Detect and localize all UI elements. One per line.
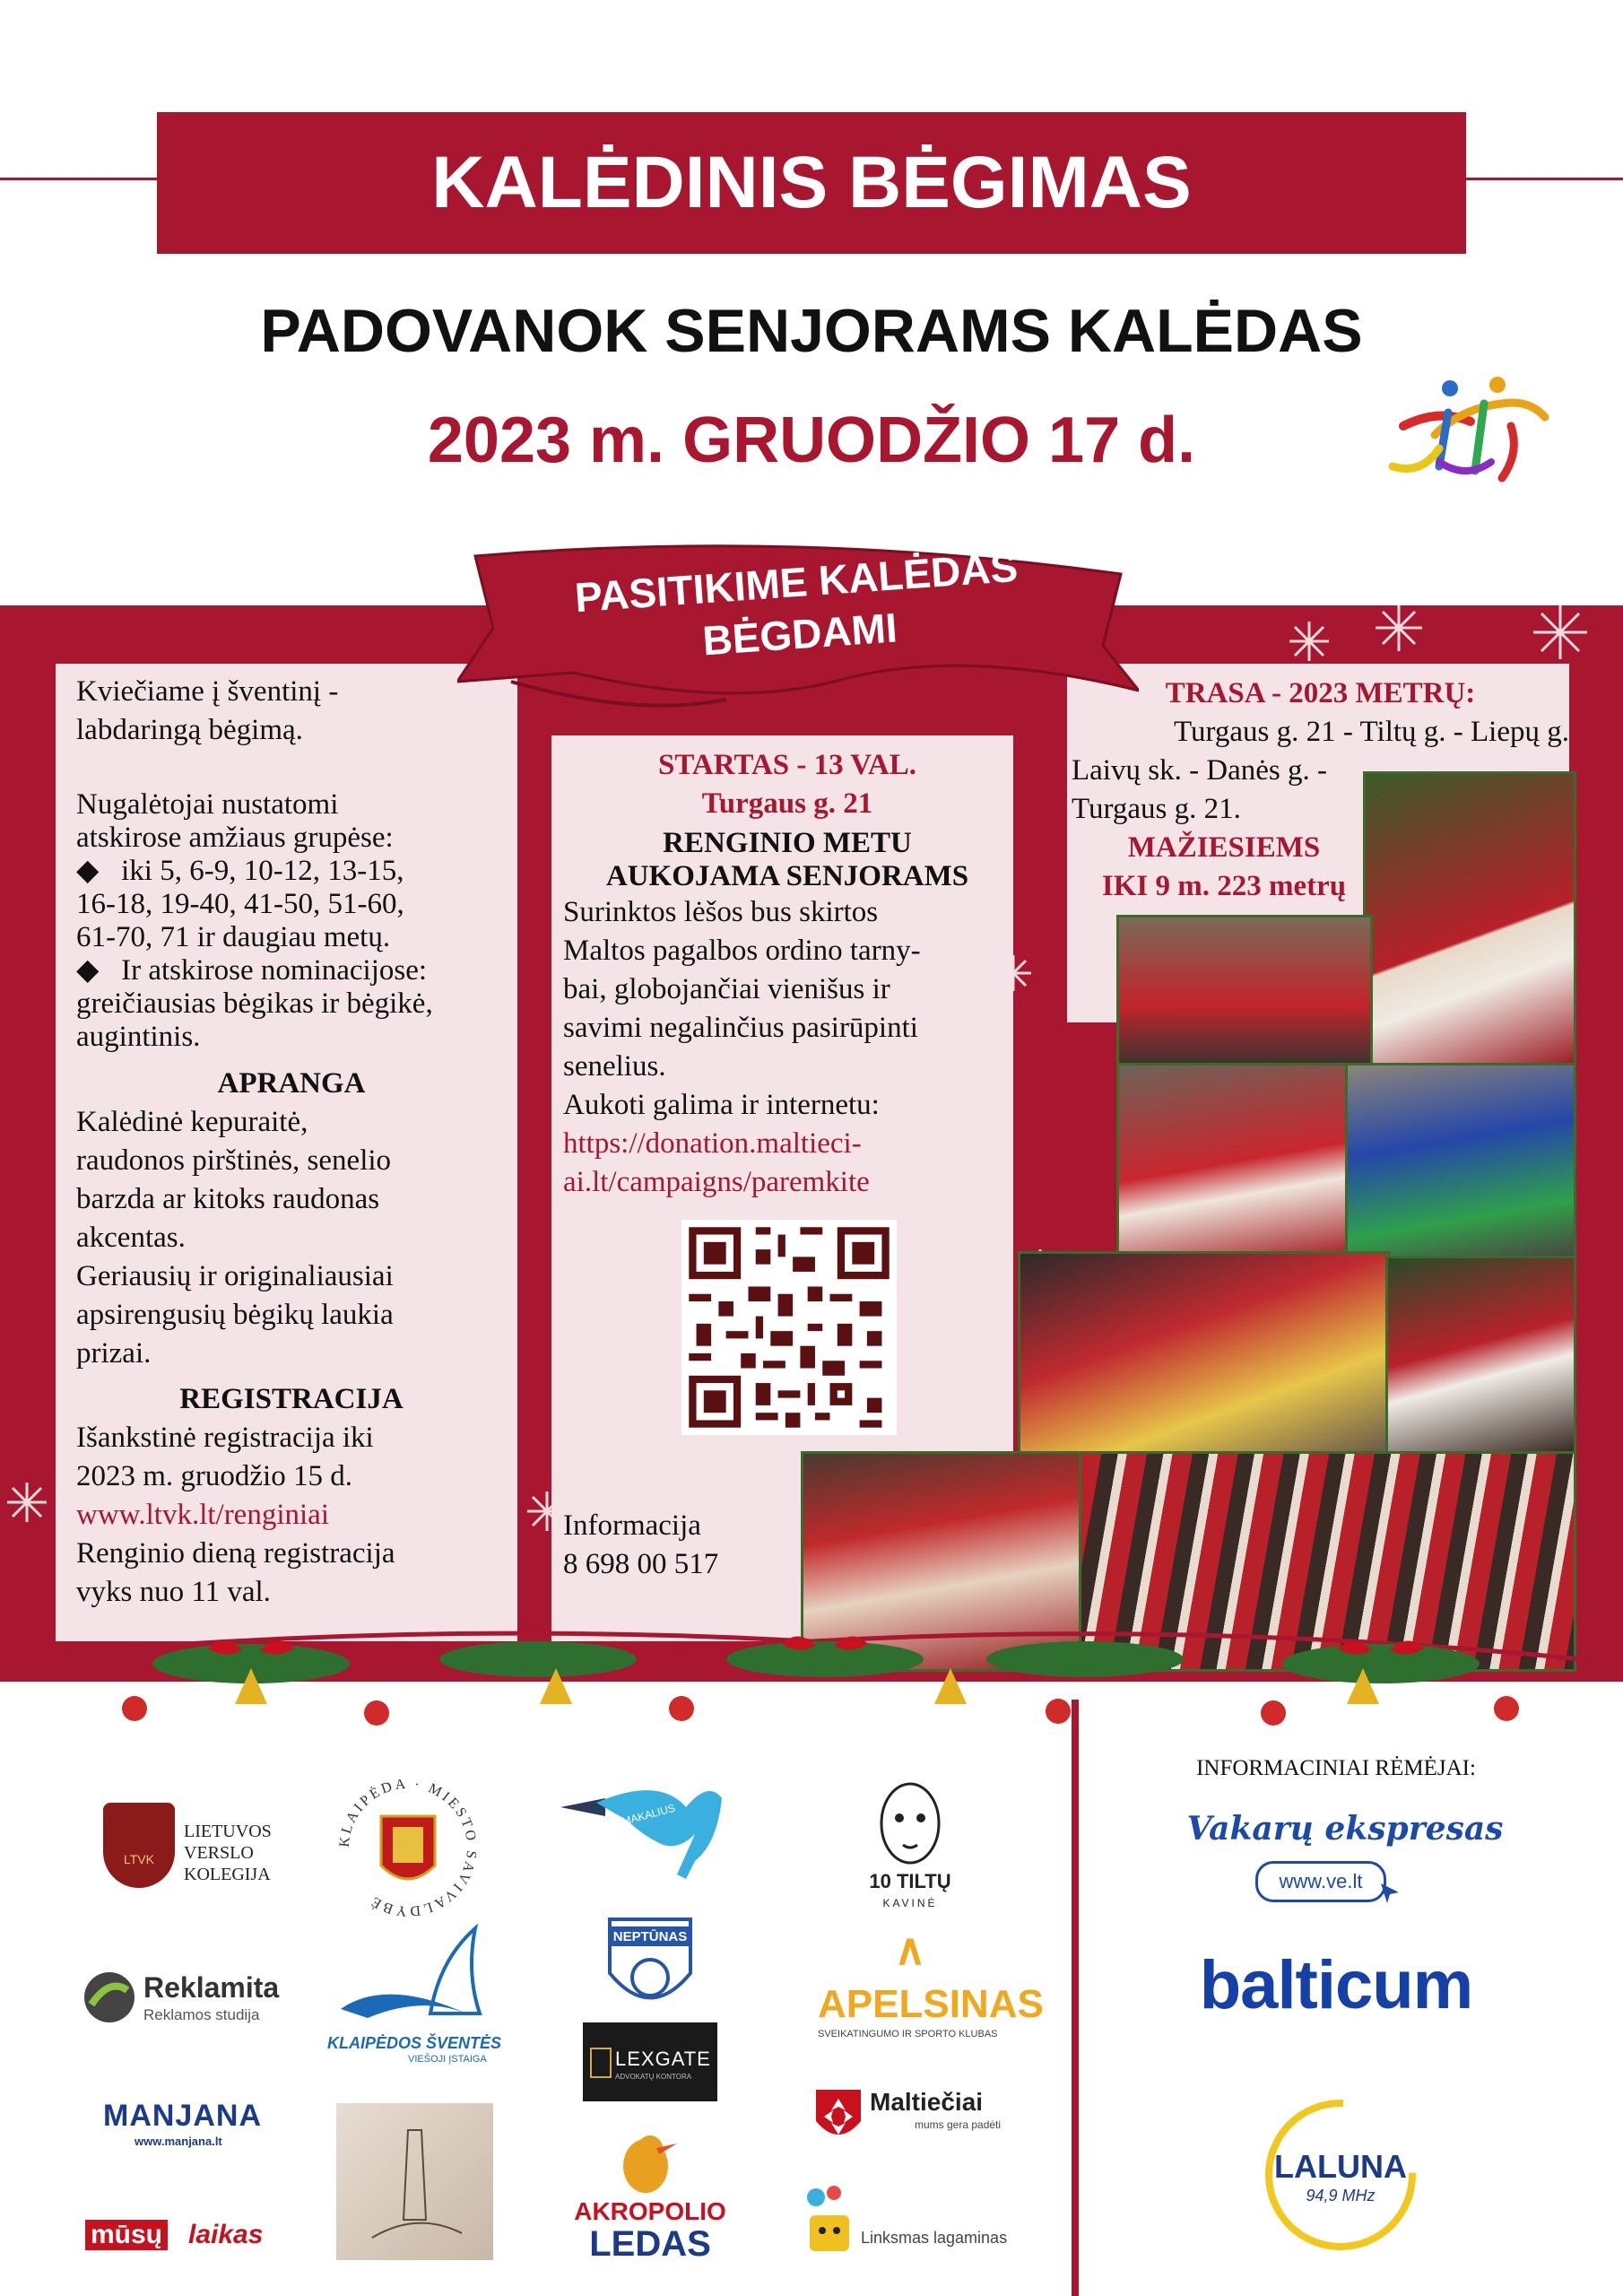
klaipedos-sventes-sail-icon bbox=[332, 1924, 493, 2036]
christmas-garland-icon bbox=[0, 1623, 1623, 1740]
linksmas-lagaminas-icon bbox=[803, 2184, 856, 2256]
laluna-frequency: 94,9 MHz bbox=[1306, 2187, 1376, 2205]
photo-costume-runners bbox=[1345, 1063, 1576, 1261]
lexgate-icon bbox=[590, 2048, 612, 2078]
donation-line-3: bai, globojančiai vienišus ir bbox=[563, 973, 890, 1005]
vakaru-ekspresas-name: Vakarų ekspresas bbox=[1186, 1810, 1504, 1848]
route-heading: TRASA - 2023 METRŲ: bbox=[1165, 677, 1476, 709]
registracija-line-2: 2023 m. gruodžio 15 d. bbox=[76, 1460, 352, 1492]
maltieciai-sub: mums gera padėti bbox=[915, 2118, 1002, 2131]
klaipeda-municipality-logo bbox=[332, 1771, 484, 1924]
manjana-url[interactable]: www.manjana.lt bbox=[135, 2135, 222, 2148]
ltvk-line-2: VERSLO bbox=[184, 1843, 254, 1863]
linksmas-name: Linksmas lagaminas bbox=[861, 2229, 1008, 2247]
ledas-name: LEDAS bbox=[589, 2224, 711, 2264]
phone-number[interactable]: 8 698 00 517 bbox=[563, 1548, 719, 1580]
donation-line-2: Maltos pagalbos ordino tarny- bbox=[563, 935, 921, 967]
reg-day-line-1: Renginio dieną registracija bbox=[76, 1537, 395, 1570]
ltvk-text bbox=[184, 1821, 272, 1885]
info-sponsors-heading: INFORMACINIAI RĖMĖJAI: bbox=[1196, 1756, 1476, 1780]
nominations-line-2: greičiausias bėgikas ir bėgikė, bbox=[76, 987, 433, 1020]
age-groups-line-2: 16-18, 19-40, 41-50, 51-60, bbox=[76, 888, 404, 920]
start-time: STARTAS - 13 VAL. bbox=[658, 749, 916, 781]
photo-donation bbox=[1018, 1251, 1391, 1454]
bullet-icon: ◆ bbox=[76, 954, 122, 987]
route-line-2: Laivų sk. - Danės g. - bbox=[1072, 754, 1328, 787]
prizes-line-3: prizai. bbox=[76, 1337, 152, 1370]
lexgate-name: LEXGATE bbox=[615, 2048, 711, 2070]
lexgate-logo bbox=[583, 2022, 717, 2101]
kids-heading-2: IKI 9 m. 223 metrų bbox=[1101, 870, 1347, 902]
donation-heading-1: RENGINIO METU bbox=[663, 827, 912, 859]
akropolio-name: AKROPOLIO bbox=[574, 2197, 726, 2225]
neptunas-text: NEPTŪNAS bbox=[612, 1929, 688, 1944]
registration-link[interactable]: www.ltvk.lt/renginiai bbox=[76, 1499, 329, 1531]
donation-heading-2: AUKOJAMA SENJORAMS bbox=[605, 860, 969, 892]
apelsinas-name: APELSINAS bbox=[818, 1982, 1044, 2026]
makalius-text: MAKALIUS bbox=[621, 1801, 677, 1828]
apranga-line-1: Kalėdinė kepuraitė, bbox=[76, 1106, 308, 1138]
tiltu-sub: KAVINĖ bbox=[882, 1897, 938, 1909]
donation-line-5: senelius. bbox=[563, 1050, 666, 1083]
reklamita-logo-icon bbox=[81, 1969, 139, 2027]
qr-code[interactable] bbox=[681, 1220, 897, 1435]
photo-santa-group bbox=[1116, 1063, 1350, 1261]
route-line-1: Turgaus g. 21 - Tiltų g. - Liepų g. bbox=[1174, 716, 1569, 748]
page-title: KALĖDINIS BĖGIMAS bbox=[431, 142, 1192, 223]
registracija-heading: REGISTRACIJA bbox=[179, 1383, 404, 1415]
ribbon-line-2: BĖGDAMI bbox=[700, 604, 899, 665]
bullet-icon: ◆ bbox=[76, 855, 122, 887]
klaipedos-sventes-sub: VIEŠOJI ĮSTAIGA bbox=[408, 2054, 487, 2065]
apranga-line-3: barzda ar kitoks raudonas bbox=[76, 1183, 380, 1215]
winners-line-2: atskirose amžiaus grupėse: bbox=[76, 822, 394, 854]
reklamita-sub: Reklamos studija bbox=[143, 2006, 260, 2023]
lighthouse-sketch-image bbox=[336, 2103, 493, 2260]
ribbon-line-1: PASITIKIME KALĖDAS bbox=[573, 543, 1020, 622]
tiltu-name: 10 TILTŲ bbox=[869, 1870, 951, 1892]
contact-block bbox=[563, 1507, 832, 1584]
donation-line-4: savimi negalinčius pasirūpinti bbox=[563, 1012, 918, 1044]
maltieciai-name: Maltiečiai bbox=[870, 2088, 984, 2116]
donation-link-1[interactable]: https://donation.maltieci- bbox=[563, 1127, 862, 1160]
reklamita-name: Reklamita bbox=[143, 1971, 280, 2004]
donation-link-2[interactable]: ai.lt/campaigns/paremkite bbox=[563, 1166, 870, 1198]
nominations-line-1: Ir atskirose nominacijose: bbox=[121, 954, 428, 987]
laluna-name: LALUNA bbox=[1274, 2148, 1407, 2185]
start-place: Turgaus g. 21 bbox=[701, 787, 873, 820]
apranga-line-4: akcentas. bbox=[76, 1222, 186, 1254]
maltieciai-cross-icon bbox=[812, 2085, 865, 2148]
klaipeda-ring-text: KLAIPĖDA · MIESTO SAVIVALDYBĖ bbox=[336, 1776, 480, 1919]
left-column bbox=[76, 673, 507, 1612]
middle-column bbox=[563, 746, 1011, 1202]
ltvk-line-1: LIETUVOS bbox=[184, 1822, 272, 1841]
laikas-text: laikas bbox=[188, 2220, 264, 2249]
neptunas-logo bbox=[601, 1910, 699, 2022]
apelsinas-sub: SVEIKATINGUMO IR SPORTO KLUBAS bbox=[818, 2029, 998, 2039]
lighthouse-icon bbox=[336, 2103, 493, 2260]
age-groups-line-3: 61-70, 71 ir daugiau metų. bbox=[76, 921, 391, 953]
apranga-heading: APRANGA bbox=[217, 1067, 366, 1100]
apranga-line-2: raudonos pirštinės, senelio bbox=[76, 1144, 392, 1177]
age-groups-line-1: iki 5, 6-9, 10-12, 13-15, bbox=[121, 855, 404, 887]
nominations bbox=[76, 954, 507, 987]
ltvk-logo-icon: LTVK bbox=[103, 1803, 175, 1888]
reg-day-line-2: vyks nuo 11 val. bbox=[76, 1576, 271, 1608]
apelsinas-logo-icon: ∧ bbox=[894, 1926, 926, 1974]
page-subtitle: PADOVANOK SENJORAMS KALĖDAS bbox=[260, 297, 1363, 365]
balticum-name: balticum bbox=[1199, 1947, 1473, 2023]
musu-laikas-badge: mūsų bbox=[85, 2220, 168, 2250]
prizes-line-2: apsirengusių bėgikų laukia bbox=[76, 1299, 394, 1331]
sponsor-divider bbox=[1072, 1700, 1079, 2296]
info-label: Informacija bbox=[563, 1509, 701, 1542]
donation-line-1: Surinktos lėšos bus skirtos bbox=[563, 896, 879, 928]
winners-line-1: Nugalėtojai nustatomi bbox=[76, 788, 339, 821]
photo-street-runners bbox=[1116, 915, 1373, 1068]
tiltu-face-icon bbox=[865, 1780, 955, 1866]
event-date: 2023 m. GRUODŽIO 17 d. bbox=[427, 404, 1196, 476]
registracija-line-1: Išankstinė registracija iki bbox=[76, 1422, 374, 1454]
kids-heading-1: MAŽIESIEMS bbox=[1127, 831, 1321, 864]
age-groups bbox=[76, 855, 507, 888]
intro-line-2: labdaringą bėgimą. bbox=[76, 714, 303, 746]
online-donation: Aukoti galima ir internetu: bbox=[563, 1089, 880, 1121]
ve-url[interactable]: www.ve.lt bbox=[1255, 1861, 1386, 1902]
runners-logo-icon bbox=[1385, 372, 1551, 489]
prizes-line-1: Geriausių ir originaliausiai bbox=[76, 1260, 394, 1292]
akropolio-mascot-icon bbox=[601, 2126, 690, 2197]
photo-santa-runner bbox=[1363, 771, 1576, 1068]
intro-line-1: Kviečiame į šventinį - bbox=[76, 675, 339, 708]
lexgate-sub: ADVOKATŲ KONTORA bbox=[615, 2073, 692, 2081]
klaipedos-sventes-name: KLAIPĖDOS ŠVENTĖS bbox=[327, 2034, 502, 2052]
manjana-name: MANJANA bbox=[103, 2099, 262, 2133]
photo-santa-couple bbox=[1385, 1256, 1576, 1454]
cursor-icon bbox=[1376, 1879, 1403, 1906]
nominations-line-3: augintinis. bbox=[76, 1021, 201, 1053]
route-line-3: Turgaus g. 21. bbox=[1072, 793, 1241, 825]
makalius-logo bbox=[551, 1780, 731, 1888]
ltvk-line-3: KOLEGIJA bbox=[184, 1865, 271, 1884]
